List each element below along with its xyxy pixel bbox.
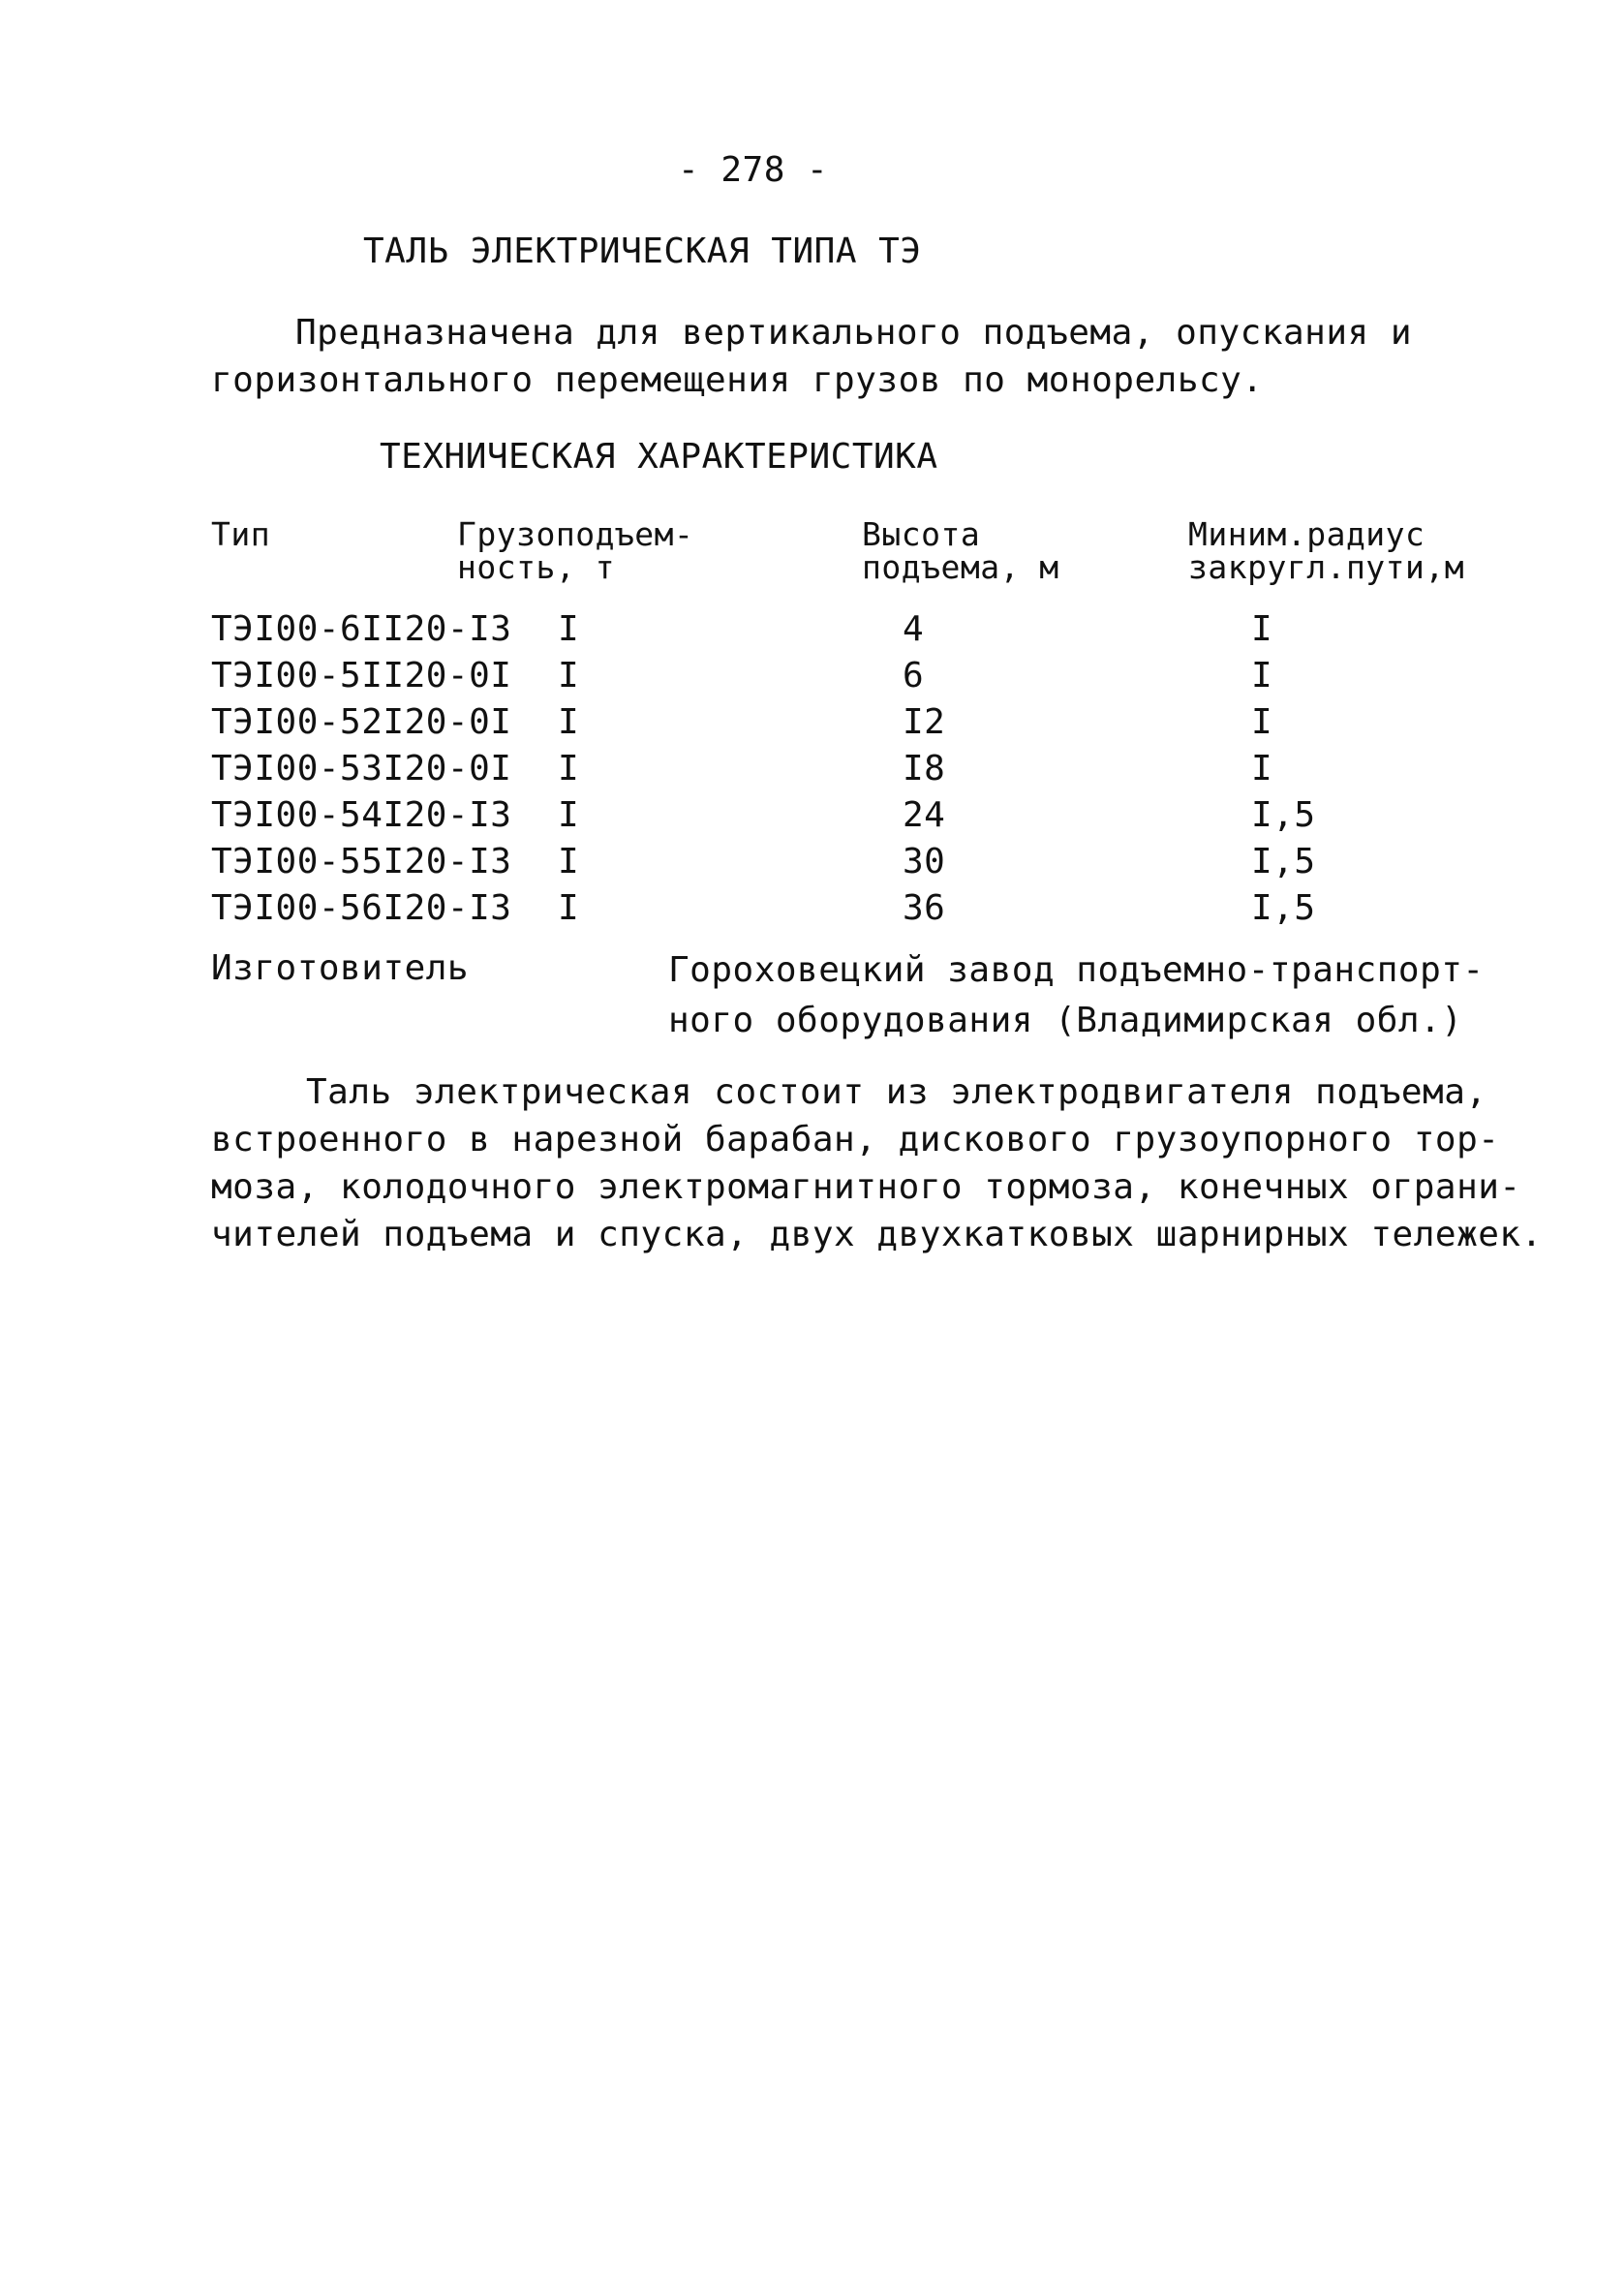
- cell-capacity: I: [558, 656, 580, 696]
- cell-height: 24: [903, 795, 946, 835]
- intro-line-1: Предназначена для вертикального подъема, опускания и: [295, 313, 1413, 353]
- cell-height: 6: [903, 656, 925, 696]
- cell-radius: I,5: [1251, 842, 1316, 881]
- cell-height: I2: [903, 702, 946, 742]
- cell-type: ТЭI00-6II20-I3: [211, 609, 512, 649]
- cell-capacity: I: [558, 749, 580, 788]
- cell-type: ТЭI00-53I20-0I: [211, 749, 512, 788]
- cell-type: ТЭI00-56I20-I3: [211, 888, 512, 928]
- cell-radius: I: [1251, 609, 1273, 649]
- intro-line-2: горизонтального перемещения грузов по монорельсу.: [211, 360, 1264, 400]
- cell-radius: I: [1251, 702, 1273, 742]
- cell-capacity: I: [558, 609, 580, 649]
- page-title: ТАЛЬ ЭЛЕКТРИЧЕСКАЯ ТИПА ТЭ: [363, 232, 922, 271]
- column-header-type: Тип: [211, 515, 271, 553]
- page-number: - 278 -: [678, 150, 829, 190]
- cell-type: ТЭI00-55I20-I3: [211, 842, 512, 881]
- column-header-radius: Миним.радиус закругл.пути,м: [1188, 515, 1465, 586]
- cell-radius: I,5: [1251, 795, 1316, 835]
- manufacturer-value: Гороховецкий завод подъемно-транспорт- ного оборудования (Владимирская обл.): [668, 950, 1485, 1040]
- cell-type: ТЭI00-54I20-I3: [211, 795, 512, 835]
- cell-radius: I,5: [1251, 888, 1316, 928]
- cell-height: 36: [903, 888, 946, 928]
- column-header-height: Высота подъема, м: [862, 515, 1059, 586]
- cell-capacity: I: [558, 842, 580, 881]
- cell-radius: I: [1251, 749, 1273, 788]
- cell-height: 4: [903, 609, 925, 649]
- description-line-2: встроенного в нарезной барабан, дискового грузоупорного тор-: [211, 1120, 1500, 1159]
- cell-radius: I: [1251, 656, 1273, 696]
- cell-capacity: I: [558, 702, 580, 742]
- column-header-capacity: Грузоподъем- ность, т: [457, 515, 694, 586]
- cell-height: I8: [903, 749, 946, 788]
- section-heading: ТЕХНИЧЕСКАЯ ХАРАКТЕРИСТИКА: [380, 437, 938, 477]
- cell-height: 30: [903, 842, 946, 881]
- description-line-1: Таль электрическая состоит из электродвигателя подъема,: [306, 1072, 1487, 1112]
- description-line-4: чителей подъема и спуска, двух двухкатковых шарнирных тележек.: [211, 1215, 1543, 1254]
- cell-type: ТЭI00-5II20-0I: [211, 656, 512, 696]
- cell-capacity: I: [558, 795, 580, 835]
- cell-capacity: I: [558, 888, 580, 928]
- cell-type: ТЭI00-52I20-0I: [211, 702, 512, 742]
- description-line-3: моза, колодочного электромагнитного тормоза, конечных ограни-: [211, 1167, 1521, 1207]
- manufacturer-label: Изготовитель: [211, 948, 470, 988]
